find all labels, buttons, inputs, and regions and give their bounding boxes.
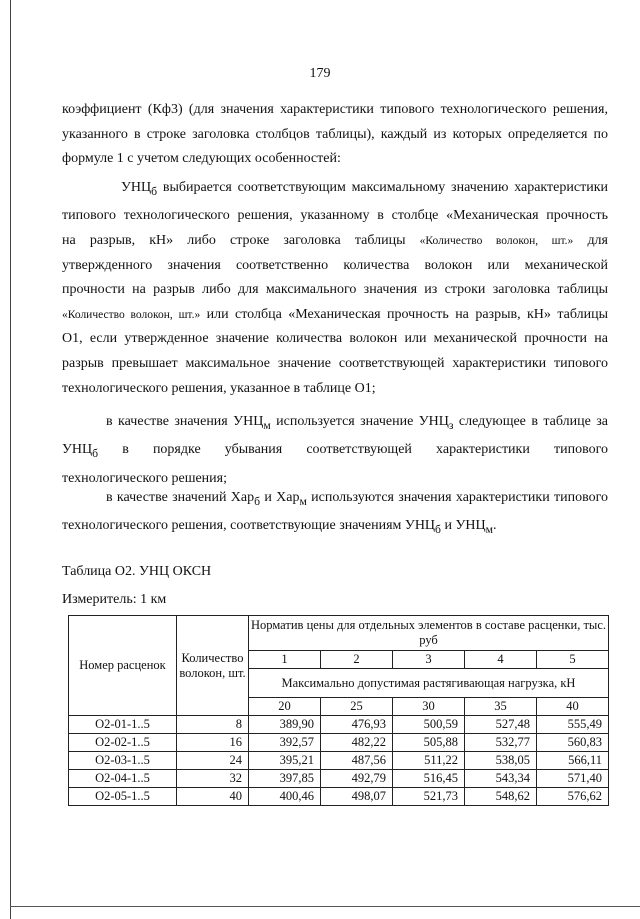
header-load-value: 35 — [465, 698, 537, 716]
header-load-value: 40 — [537, 698, 609, 716]
text-line: технологического решения, соответствующие значениям $УНЦ_б$ и $УНЦ_м$. — [62, 518, 497, 537]
text-line: $УНЦ_б$ в порядке убывания соответствующей характеристики типового — [62, 442, 608, 461]
table-header-row — [69, 616, 609, 651]
text-line: технологического решения, указанное в таблице О1; — [62, 380, 376, 396]
row-value: 500,59 — [393, 716, 465, 734]
header-load-value: 25 — [321, 698, 393, 716]
text-line: на разрыв, кН» либо строке заголовка таблицы «Количество волокон, шт.» для — [62, 232, 608, 248]
text-line: разрыв превышает максимальное значение соответствующей характеристики типового — [62, 355, 608, 371]
table-unit: Измеритель: 1 км — [62, 592, 167, 607]
row-value: 400,46 — [249, 788, 321, 806]
text-line: «Количество волокон, шт.» или столбца «Механическая прочность на разрыв, кН» таблицы — [62, 306, 608, 322]
row-value: 521,73 — [393, 788, 465, 806]
row-value: 571,40 — [537, 770, 609, 788]
row-code: О2-03-1..5 — [69, 752, 177, 770]
paragraph-intro — [62, 98, 608, 172]
table-row — [69, 752, 609, 770]
text-line: в качестве значения $УНЦ_м$ используется значение $УНЦ_з$ следующее в таблице за — [106, 414, 608, 432]
row-value: 532,77 — [465, 734, 537, 752]
header-element-number: 4 — [465, 651, 537, 669]
row-value: 505,88 — [393, 734, 465, 752]
header-code: Номер расценок — [69, 616, 177, 716]
row-value: 389,90 — [249, 716, 321, 734]
row-fibers: 32 — [177, 770, 249, 788]
row-value: 482,22 — [321, 734, 393, 752]
row-value: 538,05 — [465, 752, 537, 770]
text-line: прочности на разрыв либо для максимального значения из строки заголовка таблицы — [62, 282, 608, 298]
paragraph-max-rule — [62, 176, 608, 401]
row-code: О2-05-1..5 — [69, 788, 177, 806]
row-value: 576,62 — [537, 788, 609, 806]
header-element-number: 2 — [321, 651, 393, 669]
header-element-number: 5 — [537, 651, 609, 669]
row-value: 395,21 — [249, 752, 321, 770]
header-fibers: Количество волокон, шт. — [177, 616, 249, 716]
text-line: в качестве значений Хар$_б$ и Хар$_м$ используются значения характеристики типового — [106, 490, 608, 508]
text-line: указанного в строке заголовка столбцов таблицы), каждый из которых определяется по — [62, 126, 608, 142]
row-value: 487,56 — [321, 752, 393, 770]
header-element-number: 1 — [249, 651, 321, 669]
row-value: 555,49 — [537, 716, 609, 734]
table-row — [69, 716, 609, 734]
table-row — [69, 770, 609, 788]
text-line: формуле 1 с учетом следующих особенностей: — [62, 151, 341, 167]
row-value: 476,93 — [321, 716, 393, 734]
header-group: Норматив цены для отдельных элементов в составе расценки, тыс. руб — [249, 616, 609, 651]
row-value: 511,22 — [393, 752, 465, 770]
header-load-value: 30 — [393, 698, 465, 716]
row-value: 548,62 — [465, 788, 537, 806]
table-row — [69, 788, 609, 806]
page-left-border — [10, 0, 11, 919]
row-fibers: 8 — [177, 716, 249, 734]
header-load-label: Максимально допустимая растягивающая нагрузка, кН — [249, 669, 609, 698]
header-element-number: 3 — [393, 651, 465, 669]
row-value: 560,83 — [537, 734, 609, 752]
price-table — [68, 615, 609, 806]
row-value: 527,48 — [465, 716, 537, 734]
paragraph-min-rule — [62, 410, 608, 491]
row-value: 392,57 — [249, 734, 321, 752]
table-row — [69, 734, 609, 752]
row-value: 498,07 — [321, 788, 393, 806]
text-line: коэффициент (Кф3) (для значения характеристики типового технологического решения, — [62, 102, 608, 117]
row-fibers: 40 — [177, 788, 249, 806]
text-line: технологического решения; — [62, 470, 227, 486]
page-number: 179 — [309, 66, 331, 81]
text-line: утвержденного значения соответственно количества волокон или механической — [62, 257, 608, 273]
header-load-value: 20 — [249, 698, 321, 716]
page-bottom-border — [10, 906, 640, 907]
row-fibers: 16 — [177, 734, 249, 752]
row-value: 397,85 — [249, 770, 321, 788]
table-title: Таблица О2. УНЦ ОКСН — [62, 564, 212, 579]
row-value: 516,45 — [393, 770, 465, 788]
row-code: О2-01-1..5 — [69, 716, 177, 734]
text-line: О1, если утвержденное значение количества волокон или механической прочности на — [62, 331, 608, 347]
row-value: 492,79 — [321, 770, 393, 788]
paragraph-characteristics — [62, 486, 608, 543]
text-line: $УНЦ_б$ выбирается соответствующим максимальному значению характеристики — [121, 180, 608, 198]
row-value: 566,11 — [537, 752, 609, 770]
row-code: О2-04-1..5 — [69, 770, 177, 788]
row-fibers: 24 — [177, 752, 249, 770]
text-line: типового технологического решения, указанному в столбце «Механическая прочность — [62, 208, 608, 224]
row-value: 543,34 — [465, 770, 537, 788]
row-code: О2-02-1..5 — [69, 734, 177, 752]
